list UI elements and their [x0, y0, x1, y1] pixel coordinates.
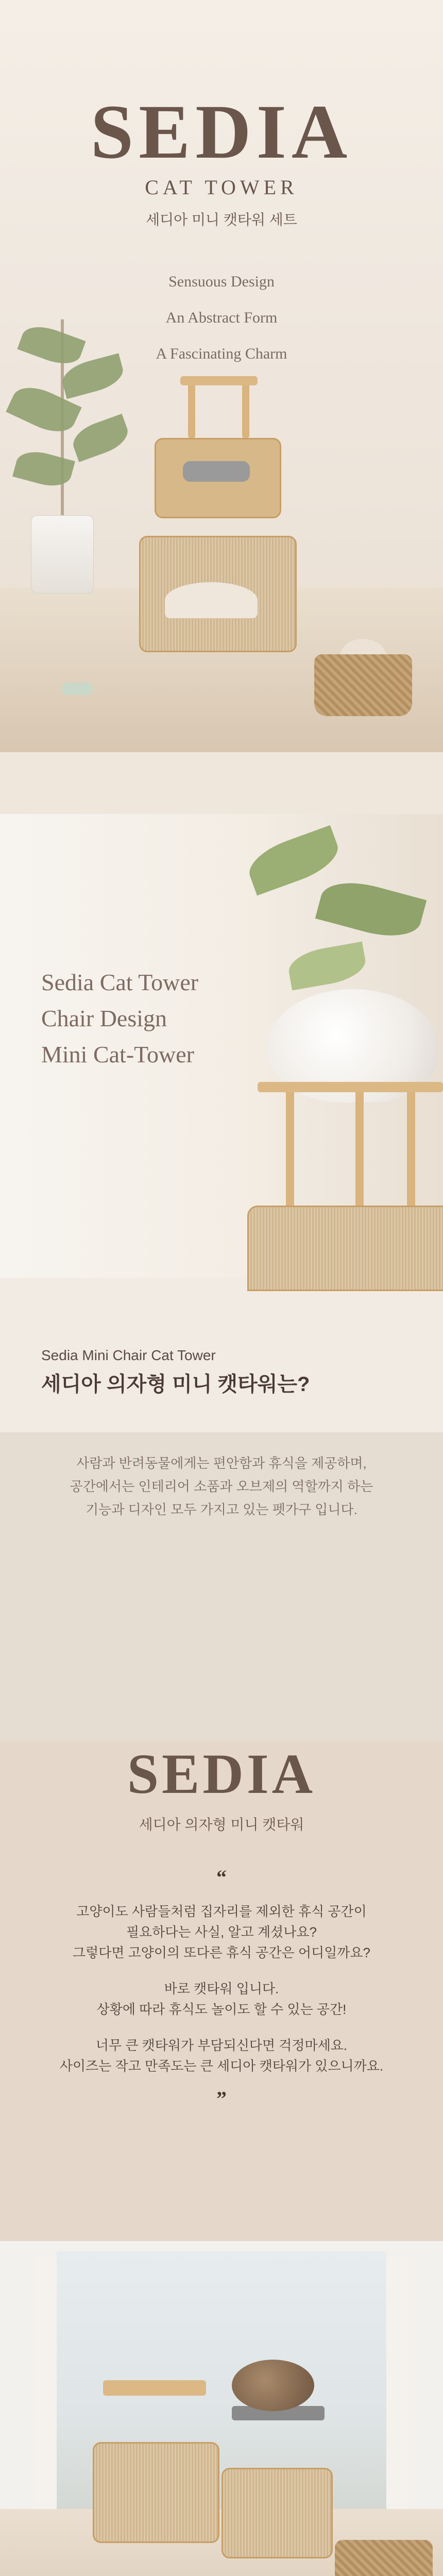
- hero-subtitle: CAT TOWER: [145, 176, 298, 199]
- chair-line-3: Mini Cat-Tower: [41, 1041, 195, 1067]
- chair-desc-2: 공간에서는 인테리어 소품과 오브제의 역할까지 하는: [70, 1479, 373, 1494]
- about-line-2: 필요하다는 사실, 알고 계셨나요?: [126, 1924, 317, 1940]
- tagline-3: A Fascinating Charm: [156, 345, 287, 362]
- about-line-3: 그렇다면 고양이의 또다른 휴식 공간은 어디일까요?: [72, 1945, 370, 1960]
- tabby-cat: [232, 2360, 314, 2411]
- hero-section: [0, 0, 443, 752]
- chair-small-title: Sedia Mini Chair Cat Tower: [41, 1347, 216, 1363]
- room-photo-section: [0, 2241, 443, 2576]
- chair-line-2: Chair Design: [41, 1005, 167, 1031]
- tower-right: [222, 2468, 333, 2558]
- window-frame: [36, 2257, 57, 2535]
- about-line-4: 바로 캣타워 입니다.: [164, 1981, 279, 1996]
- about-line-5: 상황에 따라 휴식도 놀이도 할 수 있는 공간!: [96, 2002, 347, 2017]
- tower-leg: [355, 1087, 364, 1211]
- spacer: [0, 752, 443, 814]
- window-frame: [386, 2257, 407, 2535]
- open-quote: “: [216, 1866, 227, 1889]
- leaf: [69, 414, 132, 462]
- chair-desc-1: 사람과 반려동물에게는 편안함과 휴식을 제공하며,: [76, 1455, 367, 1471]
- tower-leg: [286, 1087, 294, 1211]
- toy-mouse: [62, 683, 93, 695]
- about-line-7: 사이즈는 작고 만족도는 큰 세디아 캣타워가 있으니까요.: [59, 2058, 384, 2074]
- close-quote: ”: [216, 2087, 227, 2110]
- about-subtitle: 세디아 의자형 미니 캣타워: [139, 1817, 304, 1833]
- leaf: [12, 447, 75, 491]
- tower-seat-left: [103, 2380, 206, 2396]
- tower-seat-ring: [258, 1082, 443, 1092]
- tower-leg: [242, 381, 249, 438]
- about-line-6: 너무 큰 캣타워가 부담되신다면 걱정마세요.: [95, 2038, 348, 2053]
- tower-leg: [407, 1087, 415, 1211]
- tagline-2: An Abstract Form: [165, 309, 278, 326]
- chair-desc-3: 기능과 디자인 모두 가지고 있는 펫가구 입니다.: [86, 1502, 357, 1517]
- tower-leg: [188, 381, 195, 438]
- basket: [314, 654, 412, 716]
- leaf: [17, 320, 86, 370]
- chair-design-section: [0, 752, 443, 1432]
- tower-lower-tier: [247, 1206, 443, 1291]
- tagline-1: Sensuous Design: [168, 273, 275, 290]
- about-brand: SEDIA: [127, 1742, 316, 1805]
- about-section: [0, 1741, 443, 2241]
- brand-logo: SEDIA: [90, 89, 353, 175]
- chair-big-title: 세디아 의자형 미니 캣타워는?: [41, 1373, 310, 1396]
- plant-pot: [31, 515, 94, 594]
- tower-opening: [165, 582, 258, 618]
- basket: [335, 2540, 433, 2576]
- chair-description-section: [0, 1432, 443, 1741]
- chair-line-1: Sedia Cat Tower: [41, 969, 199, 995]
- about-line-1: 고양이도 사람들처럼 집자리를 제외한 휴식 공간이: [76, 1904, 367, 1919]
- cushion: [183, 461, 250, 482]
- tower-left: [93, 2442, 219, 2543]
- tower-top-ring: [180, 376, 258, 385]
- hero-set-name: 세디아 미니 캣타워 세트: [146, 212, 297, 228]
